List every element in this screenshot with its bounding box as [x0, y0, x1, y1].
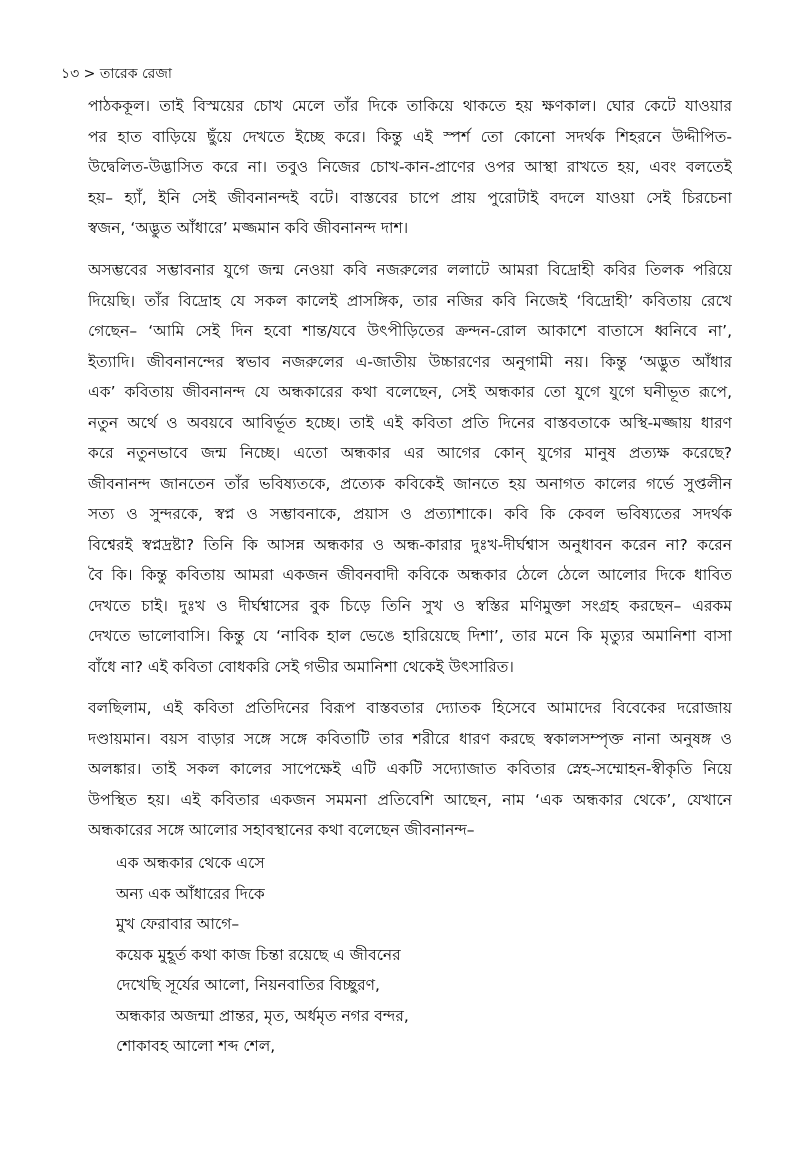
text-line: এক’ কবিতায় জীবনানন্দ যে অন্ধকারের কথা বলেছেন, সেই অন্ধকার তো যুগে যুগে ঘনীভূত রূপে,: [88, 383, 732, 401]
poem-line: অন্য এক আঁধারের দিকে: [116, 884, 265, 903]
text-line: গেছেন– ‘আমি সেই দিন হবো শান্ত/যবে উৎপীড়িতের ক্রন্দন-রোল আকাশে বাতাসে ধ্বনিবে না’,: [88, 322, 732, 340]
text-line: বাঁধে না? এই কবিতা বোধকরি সেই গভীর অমানিশা থেকেই উৎসারিত।: [88, 657, 514, 676]
poem-line: কয়েক মুহূর্ত কথা কাজ চিন্তা রয়েছে এ জীবনের: [116, 945, 401, 964]
text-line: উপস্থিত হয়। এই কবিতার একজন সমমনা প্রতিবেশি আছেন, নাম ‘এক অন্ধকার থেকে’, যেখানে: [88, 790, 732, 809]
text-line: অন্ধকারের সঙ্গে আলোর সহাবস্থানের কথা বলেছেন জীবনানন্দ–: [88, 821, 475, 839]
text-line: সত্য ও সুন্দরকে, স্বপ্ন ও সম্ভাবনাকে, প্রয়াস ও প্রত্যাশাকে। কবি কি কেবল ভবিষ্যতের সদর্থক: [88, 505, 732, 523]
paragraph-2: [88, 255, 732, 682]
poem-line: দেখেছি সূর্যের আলো, নিয়নবাতির বিচ্ছুরণ,: [116, 976, 380, 994]
text-line: হয়– হ্যাঁ, ইনি সেই জীবনানন্দই বটে। বাস্তবের চাপে প্রায় পুরোটাই বদলে যাওয়া সেই চিরচেনা: [88, 188, 732, 207]
text-line: দণ্ডায়মান। বয়স বাড়ার সঙ্গে সঙ্গে কবিতাটি তার শরীরে ধারণ করছে স্বকালসম্পৃক্ত নানা অনুষঙ্গ ও: [88, 729, 732, 748]
paragraph-3: [88, 693, 732, 846]
text-line: স্বজন, ‘অদ্ভুত আঁধারে’ মজ্জমান কবি জীবনানন্দ দাশ।: [88, 219, 409, 237]
text-line: পর হাত বাড়িয়ে ছুঁয়ে দেখতে ইচ্ছে করে। কিন্তু এই স্পর্শ তো কোনো সদর্থক শিহরনে উদ্দীপিত-: [88, 127, 732, 146]
poem-line: এক অন্ধকার থেকে এসে: [116, 854, 265, 872]
text-line: অসম্ভবের সম্ভাবনার যুগে জন্ম নেওয়া কবি নজরুলের ললাটে আমরা বিদ্রোহী কবির তিলক পরিয়ে: [88, 261, 732, 279]
text-line: দিয়েছি। তাঁর বিদ্রোহ যে সকল কালেই প্রাসঙ্গিক, তার নজির কবি নিজেই ‘বিদ্রোহী’ কবিতায় রেখে: [88, 291, 732, 310]
text-line: উদ্বেলিত-উদ্ভাসিত করে না। তবুও নিজের চোখ-কান-প্রাণের ওপর আস্থা রাখতে হয়, এবং বলতেই: [88, 158, 732, 176]
paragraph-1: [88, 91, 732, 244]
text-line: বিশ্বেরই স্বপ্নদ্রষ্টা? তিনি কি আসন্ন অন্ধকার ও অন্ধ-কারার দুঃখ-দীর্ঘশ্বাস অনুধাবন করেন না? করেন: [88, 535, 732, 554]
text-line: ইত্যাদি। জীবনানন্দের স্বভাব নজরুলের এ-জাতীয় উচ্চারণের অনুগামী নয়। কিন্তু ‘অদ্ভুত আঁধার: [88, 352, 732, 371]
text-line: বলছিলাম, এই কবিতা প্রতিদিনের বিরূপ বাস্তবতার দ্যোতক হিসেবে আমাদের বিবেকের দরোজায়: [88, 699, 732, 717]
text-line: নতুন অর্থে ও অবয়বে আবির্ভূত হচ্ছে। তাই এই কবিতা প্রতি দিনের বাস্তবতাকে অস্থি-মজ্জায় ধারণ: [88, 413, 732, 432]
poem-line: মুখ ফেরাবার আগে–: [116, 915, 240, 933]
text-line: বৈ কি। কিন্তু কবিতায় আমরা একজন জীবনবাদী কবিকে অন্ধকার ঠেলে ঠেলে আলোর দিকে ধাবিত: [88, 566, 732, 584]
running-head: ১৩ > তারেক রেজা: [61, 66, 172, 82]
text-line: জীবনানন্দ জানতেন তাঁর ভবিষ্যতকে, প্রত্যেক কবিকেই জানতে হয় অনাগত কালের গর্ভে সুপ্তলীন: [88, 474, 732, 493]
text-line: দেখতে ভালোবাসি। কিন্তু যে ‘নাবিক হাল ভেঙে হারিয়েছে দিশা’, তার মনে কি মৃত্যুর অমানিশা বাসা: [88, 627, 732, 645]
text-line: অলঙ্কার। তাই সকল কালের সাপেক্ষেই এটি একটি সদ্যোজাত কবিতার স্নেহ-সম্মোহন-স্বীকৃতি নিয়ে: [88, 760, 732, 778]
text-line: করে নতুনভাবে জন্ম নিচ্ছে। এতো অন্ধকার এর আগের কোন্ যুগের মানুষ প্রত্যক্ষ করেছে?: [88, 444, 732, 462]
poem-line: শোকাবহ আলো শব্দ শেল,: [116, 1037, 276, 1055]
poem-quote: [116, 848, 409, 1062]
poem-line: অন্ধকার অজন্মা প্রান্তর, মৃত, অর্ধমৃত নগর বন্দর,: [116, 1006, 409, 1025]
text-line: পাঠককূল। তাই বিস্ময়ের চোখ মেলে তাঁর দিকে তাকিয়ে থাকতে হয় ক্ষণকাল। ঘোর কেটে যাওয়ার: [88, 97, 732, 115]
text-line: দেখতে চাই। দুঃখ ও দীর্ঘশ্বাসের বুক চিড়ে তিনি সুখ ও স্বস্তির মণিমুক্তা সংগ্রহ করছেন– এরকম: [88, 596, 732, 615]
